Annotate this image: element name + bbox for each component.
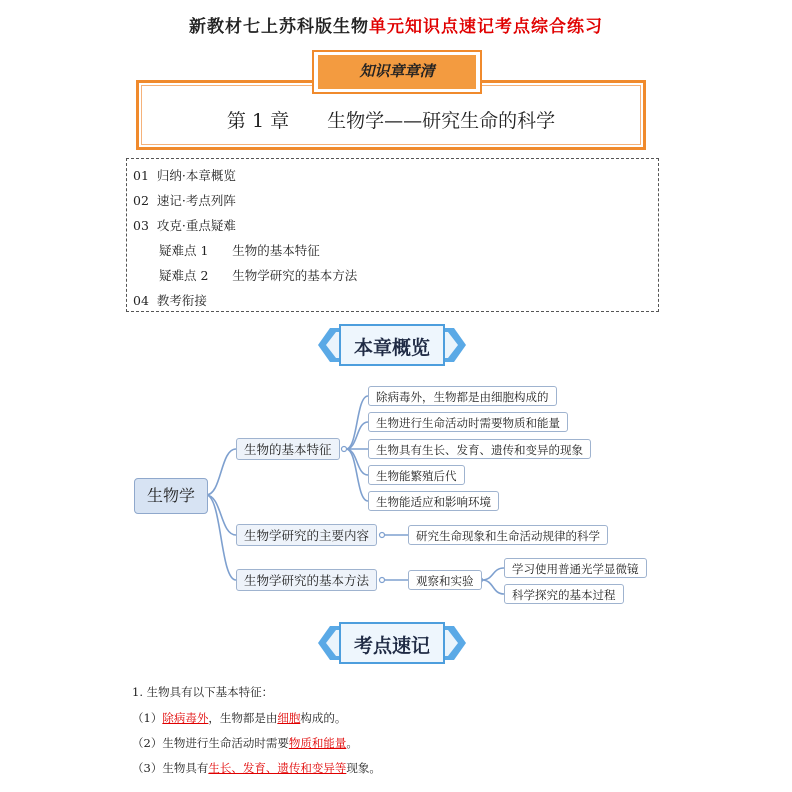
note-answer: 生长、发育、遗传和变异等: [208, 761, 347, 775]
mindmap-leaf[interactable]: 生物能繁殖后代: [368, 465, 465, 485]
points-banner-label: 考点速记: [353, 635, 430, 657]
toc-item[interactable]: 01 归纳·本章概览: [133, 168, 236, 183]
mindmap-leaf[interactable]: 生物能适应和影响环境: [368, 491, 499, 511]
mindmap-branch[interactable]: 生物的基本特征: [236, 438, 340, 460]
note-item-3: [132, 760, 381, 776]
mindmap-branch[interactable]: 生物学研究的主要内容: [236, 524, 377, 546]
mindmap-leaf[interactable]: 学习使用普通光学显微镜: [504, 558, 647, 578]
mindmap-root[interactable]: 生物学: [134, 478, 208, 514]
note-text: 构成的。: [300, 711, 347, 725]
mindmap-leaf[interactable]: 科学探究的基本过程: [504, 584, 624, 604]
toc-subitem[interactable]: 疑难点 1 生物的基本特征: [159, 243, 320, 258]
chapter-tab-label: 知识章章清: [359, 62, 435, 80]
note-text: （1）: [132, 711, 163, 725]
note-intro: 1. 生物具有以下基本特征：: [132, 685, 274, 699]
note-text: （2）生物进行生命活动时需要: [132, 736, 289, 750]
mindmap-subnode[interactable]: 观察和实验: [408, 570, 482, 590]
mindmap-leaf[interactable]: 生物具有生长、发育、遗传和变异的现象: [368, 439, 591, 459]
note-text: 现象。: [346, 761, 381, 775]
title-main: 新教材七上苏科版生物: [189, 17, 369, 37]
note-text: （3）生物具有: [132, 761, 209, 775]
note-text: 。: [346, 736, 358, 750]
toc-item[interactable]: 03 攻克·重点疑难: [133, 218, 236, 233]
note-answer: 物质和能量: [288, 736, 347, 750]
title-highlight: 单元知识点速记考点综合练习: [369, 17, 603, 37]
note-answer: 细胞: [277, 711, 301, 725]
mindmap-leaf[interactable]: 研究生命现象和生命活动规律的科学: [408, 525, 608, 545]
note-text: ，生物都是由: [208, 711, 278, 725]
toc-item[interactable]: 02 速记·考点列阵: [133, 193, 236, 208]
mindmap-leaf[interactable]: 生物进行生命活动时需要物质和能量: [368, 412, 568, 432]
overview-banner-label: 本章概览: [353, 337, 430, 359]
mindmap-leaf[interactable]: 除病毒外，生物都是由细胞构成的: [368, 386, 557, 406]
note-answer: 除病毒外: [162, 711, 209, 725]
toc-subitem[interactable]: 疑难点 2 生物学研究的基本方法: [159, 268, 358, 283]
note-item-2: [132, 735, 358, 751]
note-item-1: [132, 710, 346, 726]
chapter-heading: 第 1 章 生物学——研究生命的科学: [226, 110, 556, 132]
mindmap-branch[interactable]: 生物学研究的基本方法: [236, 569, 377, 591]
toc-item[interactable]: 04 教考衔接: [133, 293, 207, 308]
